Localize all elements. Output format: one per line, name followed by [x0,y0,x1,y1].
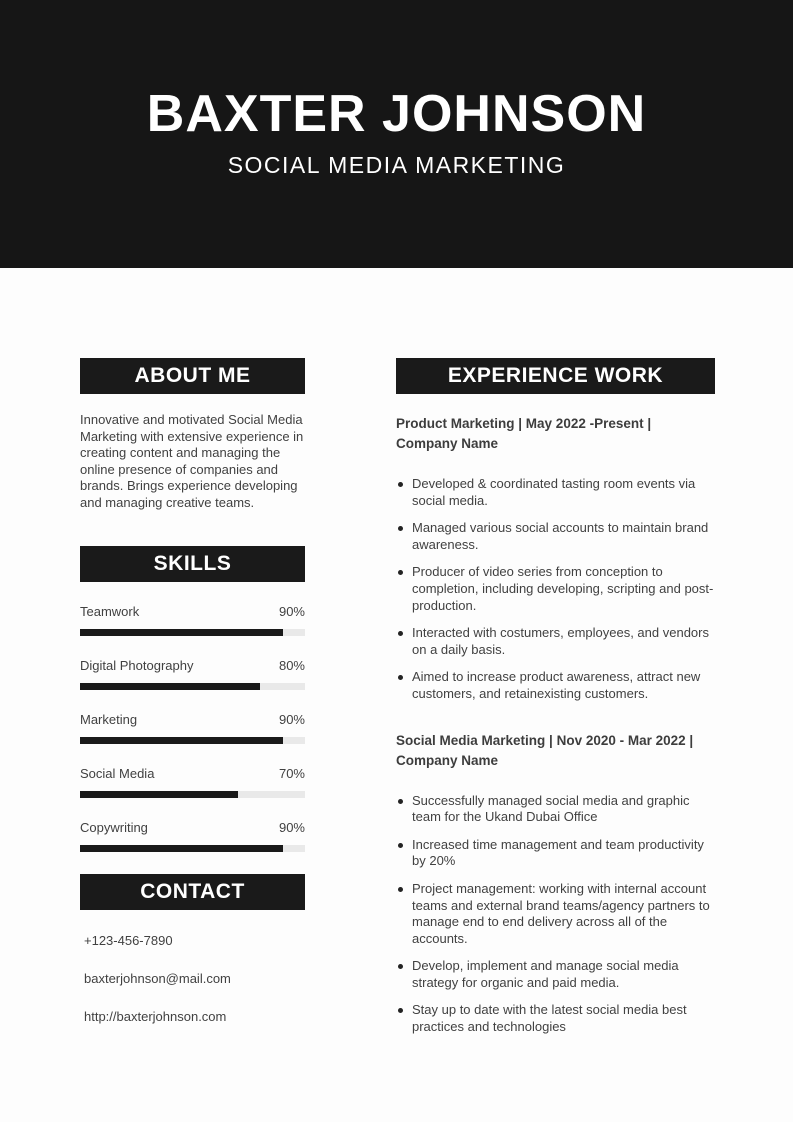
skill-bar-track [80,629,305,636]
contact-list [80,933,305,1024]
skill-bar-fill [80,845,283,852]
skill-bar-track [80,683,305,690]
skill-bar-track [80,791,305,798]
skill-label: Marketing [80,711,138,727]
skill-percent: 90% [278,819,305,835]
skills-list [80,604,305,852]
job-bullet: Developed & coordinated tasting room events via social media. [396,476,715,509]
skill-bar-track [80,737,305,744]
person-role: SOCIAL MEDIA MARKETING [227,152,566,179]
job-bullet: Producer of video series from conception to completion, including developing, scripting and post-production. [396,564,715,614]
about-text: Innovative and motivated Social Media Marketing with extensive experience in creating content and managing the online presence of companies and brands. Brings experience developing and managing creative teams. [80,412,304,510]
job-bullet: Interacted with costumers, employees, and vendors on a daily basis. [396,625,715,658]
person-name: BAXTER JOHNSON [146,85,647,143]
skill-label: Teamwork [80,603,140,619]
job-heading: Product Marketing | May 2022 -Present | Company Name [396,416,652,451]
skill-row [80,712,305,744]
job-bullet-list [396,476,715,703]
left-column [80,358,305,1047]
job-bullet: Successfully managed social media and graphic team for the Ukand Dubai Office [396,793,715,826]
job-bullet: Increased time management and team productivity by 20% [396,837,715,870]
about-section-title: ABOUT ME [80,358,305,394]
experience-section-title: EXPERIENCE WORK [396,358,715,394]
job-entry [396,731,715,1036]
header-banner [0,0,793,268]
skill-percent: 90% [278,603,305,619]
skill-label: Social Media [80,765,155,781]
job-bullet: Stay up to date with the latest social media best practices and technologies [396,1002,715,1035]
skill-label: Digital Photography [80,657,194,673]
job-bullet: Develop, implement and manage social media strategy for organic and paid media. [396,958,715,991]
job-heading: Social Media Marketing | Nov 2020 - Mar 2022 | Company Name [396,732,694,768]
job-bullet: Project management: working with internal account teams and external brand teams/agency partners to manage end to end delivery across all of the accounts. [396,881,715,947]
skill-bar-fill [80,737,283,744]
job-entry [396,414,715,703]
skills-section-title: SKILLS [80,546,305,582]
contact-section-title: CONTACT [80,874,305,910]
skill-bar-fill [80,629,283,636]
job-bullet: Managed various social accounts to maintain brand awareness. [396,520,715,553]
skill-bar-fill [80,791,238,798]
skill-percent: 80% [278,657,305,673]
contact-email: baxterjohnson@mail.com [84,970,231,986]
skill-label: Copywriting [80,819,148,835]
contact-phone: +123-456-7890 [84,932,173,948]
job-bullet-list [396,793,715,1036]
skill-percent: 70% [278,765,305,781]
skill-percent: 90% [278,711,305,727]
skill-row [80,604,305,636]
skill-row [80,766,305,798]
content-columns [80,358,715,1047]
skill-row [80,820,305,852]
skill-bar-track [80,845,305,852]
skill-row [80,658,305,690]
contact-website: http://baxterjohnson.com [84,1008,227,1024]
skill-bar-fill [80,683,260,690]
job-bullet: Aimed to increase product awareness, attract new customers, and retainexisting customers. [396,669,715,702]
right-column [396,358,715,1047]
